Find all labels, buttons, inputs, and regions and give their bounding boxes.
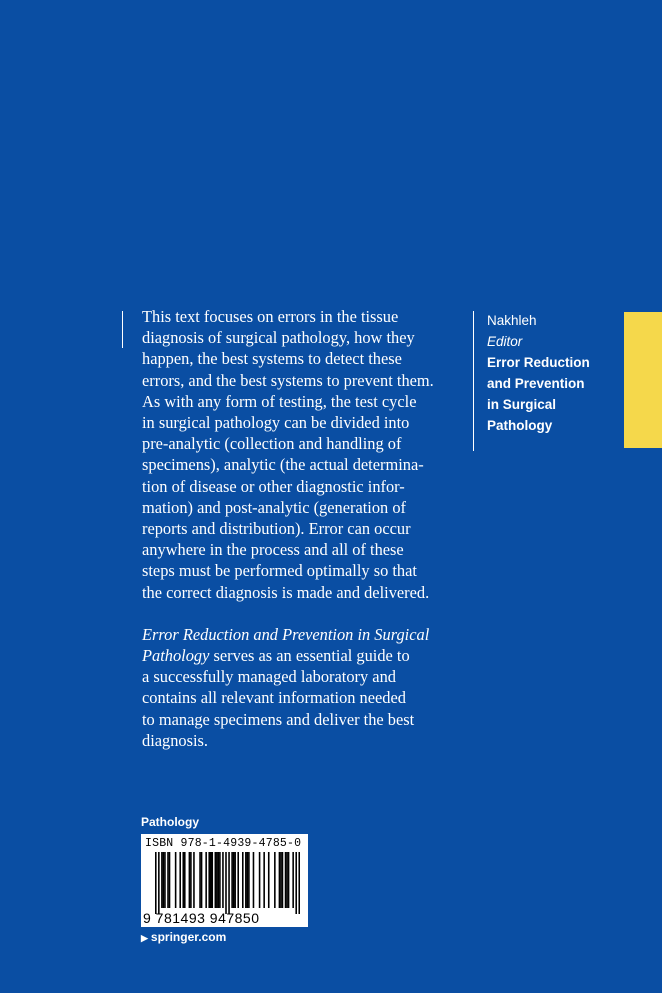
blurb-line: diagnosis. xyxy=(142,730,209,750)
book-title-italic: Error Reduction and Prevention in Surgical xyxy=(142,624,430,644)
blurb-line: in surgical pathology can be divided into xyxy=(142,413,410,433)
barcode-bar xyxy=(215,852,217,908)
blurb-line: diagnosis of surgical pathology, how they xyxy=(142,328,415,348)
blurb-line: pre-analytic (collection and handling of xyxy=(142,434,402,454)
barcode-bar xyxy=(292,852,294,908)
barcode-bar xyxy=(274,852,276,908)
barcode-bar xyxy=(268,852,270,908)
barcode-bar xyxy=(248,852,250,908)
blurb-paragraph-2 xyxy=(142,624,472,751)
barcode-bar xyxy=(228,852,230,914)
barcode xyxy=(141,834,308,927)
ean-digits: 9 781493 947850 xyxy=(143,910,260,926)
barcode-bar xyxy=(282,852,284,908)
barcode-bar xyxy=(167,852,169,908)
category-label: Pathology xyxy=(141,815,200,829)
barcode-bar xyxy=(285,852,287,908)
barcode-bar xyxy=(218,852,220,908)
barcode-bar xyxy=(288,852,290,908)
barcode-bar xyxy=(295,852,297,914)
barcode-bar xyxy=(263,852,265,908)
blurb-line: reports and distribution). Error can occur xyxy=(142,519,411,539)
barcode-bar xyxy=(216,852,218,908)
blurb-line: the correct diagnosis is made and delivered. xyxy=(142,582,430,602)
author-name: Nakhleh xyxy=(487,313,537,328)
barcode-bar xyxy=(201,852,203,908)
blurb-line: anywhere in the process and all of these xyxy=(142,540,404,560)
book-title-line: in Surgical xyxy=(487,397,557,412)
book-title-line: Error Reduction xyxy=(487,355,590,370)
barcode-bar xyxy=(189,852,191,908)
barcode-bar xyxy=(179,852,181,908)
barcode-bar xyxy=(280,852,282,908)
barcode-bar xyxy=(175,852,177,908)
barcode-bar xyxy=(298,852,300,914)
barcode-bar xyxy=(164,852,166,908)
barcode-bar xyxy=(169,852,171,908)
right-rule xyxy=(473,311,474,451)
blurb-line: specimens), analytic (the actual determina- xyxy=(142,455,424,475)
blurb-line: contains all relevant information needed xyxy=(142,688,406,708)
blurb-line: As with any form of testing, the test cycle xyxy=(142,391,417,411)
blurb-line xyxy=(142,624,472,645)
barcode-bar xyxy=(219,852,221,908)
barcode-bar xyxy=(222,852,224,908)
barcode-bar xyxy=(259,852,261,908)
barcode-bar xyxy=(163,852,165,908)
isbn-text: ISBN 978-1-4939-4785-0 xyxy=(145,837,302,850)
barcode-bar xyxy=(234,852,236,908)
left-rule xyxy=(122,311,123,348)
blurb-line: mation) and post-analytic (generation of xyxy=(142,497,406,517)
barcode-bar xyxy=(199,852,201,908)
publisher-link[interactable] xyxy=(141,930,226,944)
blurb-line: happen, the best systems to detect these xyxy=(142,349,402,369)
barcode-bar xyxy=(184,852,186,908)
barcode-bar xyxy=(158,852,160,914)
barcode-bar xyxy=(242,852,244,908)
publisher-url: springer.com xyxy=(150,930,227,944)
blurb-text-run: serves as an essential guide to xyxy=(209,646,410,666)
barcode-bars xyxy=(155,852,300,914)
barcode-bar xyxy=(161,852,163,908)
blurb-line: tion of disease or other diagnostic infor- xyxy=(142,476,405,496)
barcode-bar xyxy=(210,852,212,908)
barcode-bar xyxy=(245,852,247,908)
blurb-line: errors, and the best systems to prevent them. xyxy=(142,370,434,390)
book-title-italic: Pathology xyxy=(142,646,210,666)
barcode-bar xyxy=(237,852,239,908)
barcode-bar xyxy=(211,852,213,908)
barcode-bar xyxy=(247,852,249,908)
blurb-line: steps must be performed optimally so that xyxy=(142,561,417,581)
barcode-bar xyxy=(190,852,192,908)
barcode-bar xyxy=(253,852,255,908)
book-title-line: Pathology xyxy=(487,418,553,433)
arrow-right-icon: ▶ xyxy=(141,933,148,943)
author-role: Editor xyxy=(487,334,523,349)
blurb-line: to manage specimens and deliver the best xyxy=(142,709,415,729)
barcode-bar xyxy=(208,852,210,908)
blurb-line: a successfully managed laboratory and xyxy=(142,667,396,687)
barcode-bar xyxy=(231,852,233,908)
barcode-bar xyxy=(279,852,281,908)
author-title-block xyxy=(487,310,627,436)
barcode-bar xyxy=(155,852,157,914)
barcode-bar xyxy=(193,852,195,908)
accent-bar xyxy=(624,312,662,448)
blurb-line xyxy=(142,645,472,666)
barcode-bar xyxy=(205,852,207,908)
barcode-bar xyxy=(233,852,235,908)
blurb-paragraph-1 xyxy=(142,306,472,603)
barcode-bar xyxy=(182,852,184,908)
barcode-bar xyxy=(225,852,227,914)
blurb-line: This text focuses on errors in the tissue xyxy=(142,307,399,326)
barcode-bar xyxy=(286,852,288,908)
book-title-line: and Prevention xyxy=(487,376,585,391)
blurb-text xyxy=(142,306,472,751)
